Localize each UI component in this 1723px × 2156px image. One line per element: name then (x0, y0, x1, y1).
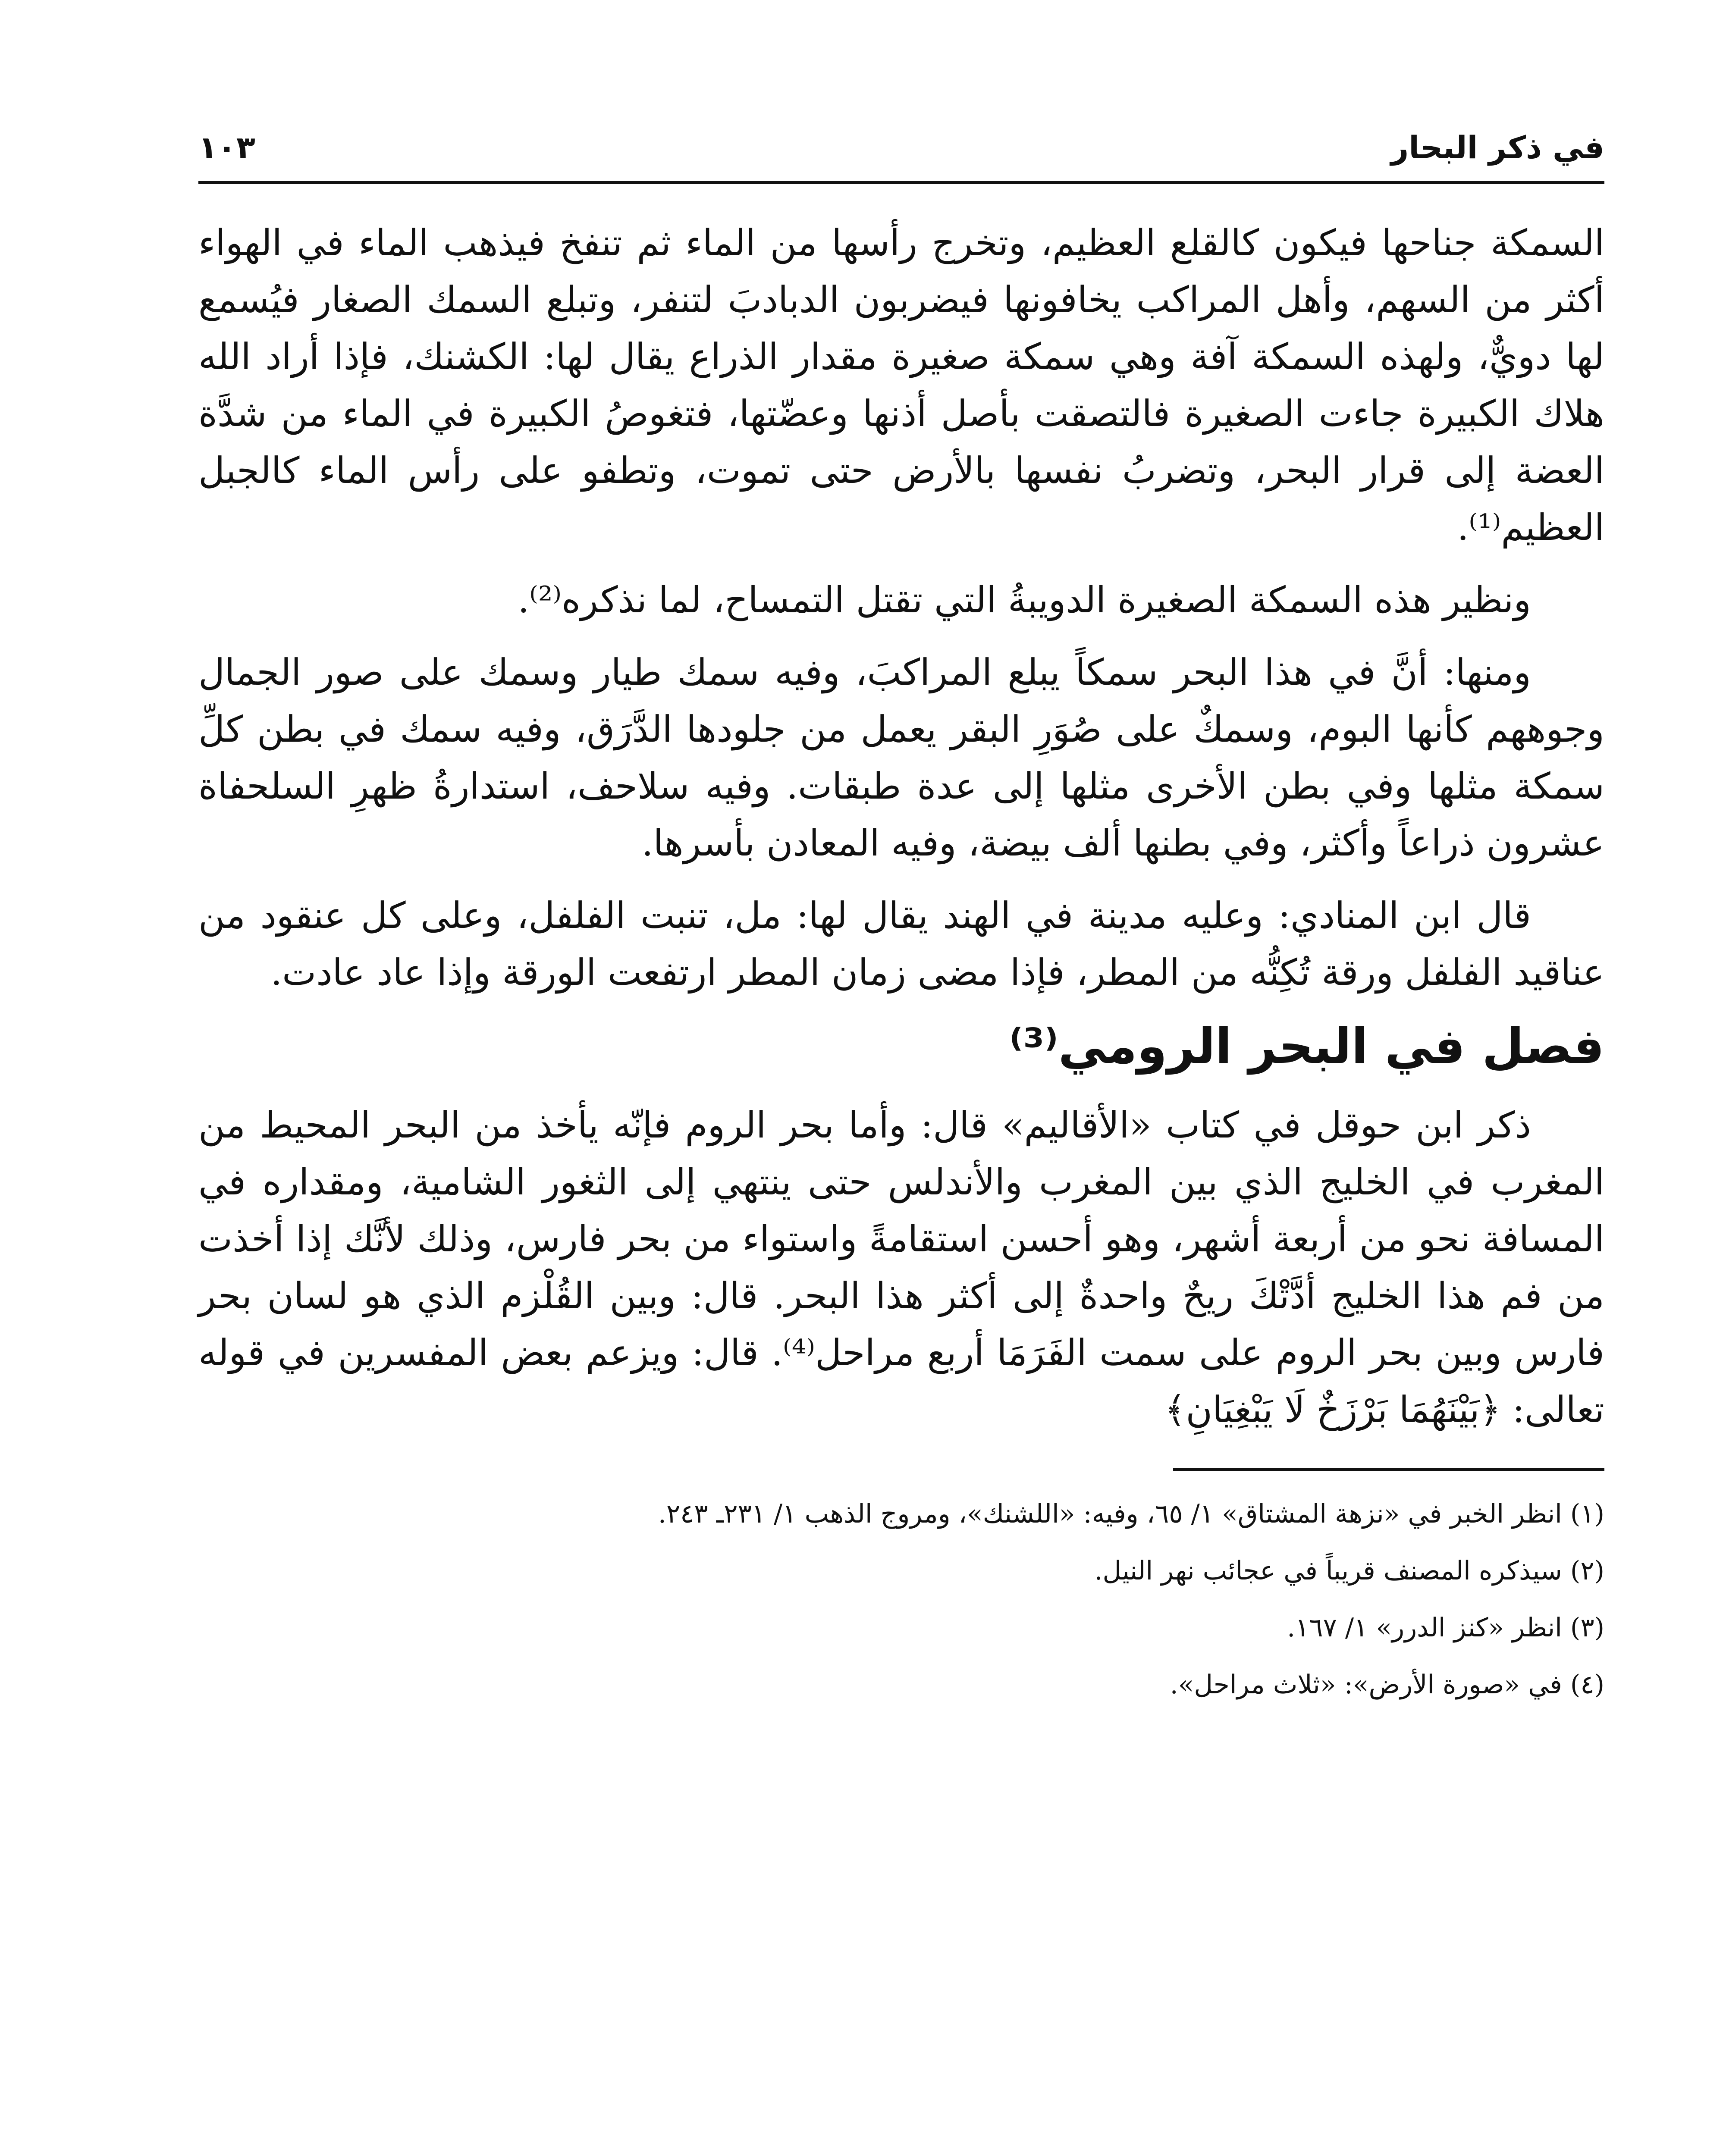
section-paragraph: ذكر ابن حوقل في كتاب «الأقاليم» قال: وأما بحر الروم فإنّه يأخذ من البحر المحيط من المغرب في الخليج الذي بين المغرب والأندلس حتى ينتهي إلى الثغور الشامية، ومقداره في المسافة نحو من أربعة أشهر، وهو أحسن استقامةً واستواء من بحر فارس، وذلك لأنَّك إذا أخذت من فم هذا الخليج أدَّتْكَ ريحٌ واحدةٌ إلى أكثر هذا البحر. قال: وبين القُلْزم الذي هو لسان بحر فارس وبين بحر الروم على سمت الفَرَمَا أربع مراحل⁽⁴⁾. قال: ويزعم بعض المفسرين في قوله تعالى: ﴿بَيْنَهُمَا بَرْزَخٌ لَا يَبْغِيَانِ﴾ (198, 1104, 1604, 1431)
footnote-2: (٢) سيذكره المصنف قريباً في عجائب نهر النيل. (1094, 1556, 1604, 1586)
footnote-1: (١) انظر الخبر في «نزهة المشتاق» ١/ ٦٥، وفيه: «اللشنك»، ومروج الذهب ١/ ٢٣١ـ ٢٤٣. (658, 1499, 1604, 1529)
footnote-4: (٤) في «صورة الأرض»: «ثلاث مراحل». (1170, 1670, 1604, 1700)
book-page (198, 129, 1604, 2156)
footnote-3: (٣) انظر «كنز الدرر» ١/ ١٦٧. (1287, 1613, 1604, 1643)
section-title: فصل في البحر الرومي⁽³⁾ (1009, 1018, 1604, 1075)
paragraph-2: ونظير هذه السمكة الصغيرة الدويبةُ التي تقتل التمساح، لما نذكره⁽²⁾. (518, 579, 1531, 621)
page-number: ١٠٣ (198, 129, 255, 166)
paragraph-4: قال ابن المنادي: وعليه مدينة في الهند يقال لها: مل، تنبت الفلفل، وعلى كل عنقود من عناقيد الفلفل ورقة تُكِنُّه من المطر، فإذا مضى زمان المطر ارتفعت الورقة وإذا عاد عادت. (198, 894, 1604, 993)
footnote-separator (1173, 1468, 1604, 1471)
paragraph-3: ومنها: أنَّ في هذا البحر سمكاً يبلع المراكبَ، وفيه سمك طيار وسمك على صور الجمال وجوههم كأنها البوم، وسمكٌ على صُوَرِ البقر يعمل من جلودها الدَّرَق، وفيه سمك في بطن كلِّ سمكة مثلها وفي بطن الأخرى مثلها إلى عدة طبقات. وفيه سلاحف، استدارةُ ظهرِ السلحفاة عشرون ذراعاً وأكثر، وفي بطنها ألف بيضة، وفيه المعادن بأسرها. (198, 651, 1604, 864)
paragraph-1: السمكة جناحها فيكون كالقلع العظيم، وتخرج رأسها من الماء ثم تنفخ فيذهب الماء في الهواء أكثر من السهم، وأهل المراكب يخافونها فيضربون الدبادبَ لتنفر، وتبلع السمك الصغار فيُسمع لها دويٌّ، ولهذه السمكة آفة وهي سمكة صغيرة مقدار الذراع يقال لها: الكشنك، فإذا أراد الله هلاك الكبيرة جاءت الصغيرة فالتصقت بأصل أذنها وعضّتها، فتغوصُ الكبيرة في الماء من شدَّة العضة إلى قرار البحر، وتضربُ نفسها بالأرض حتى تموت، وتطفو على رأس الماء كالجبل العظيم⁽¹⁾. (198, 222, 1604, 548)
main-text (198, 214, 1604, 1438)
running-title: في ذكر البحار (1390, 129, 1604, 166)
page-header (198, 129, 1604, 184)
footnotes (198, 1488, 1604, 1711)
